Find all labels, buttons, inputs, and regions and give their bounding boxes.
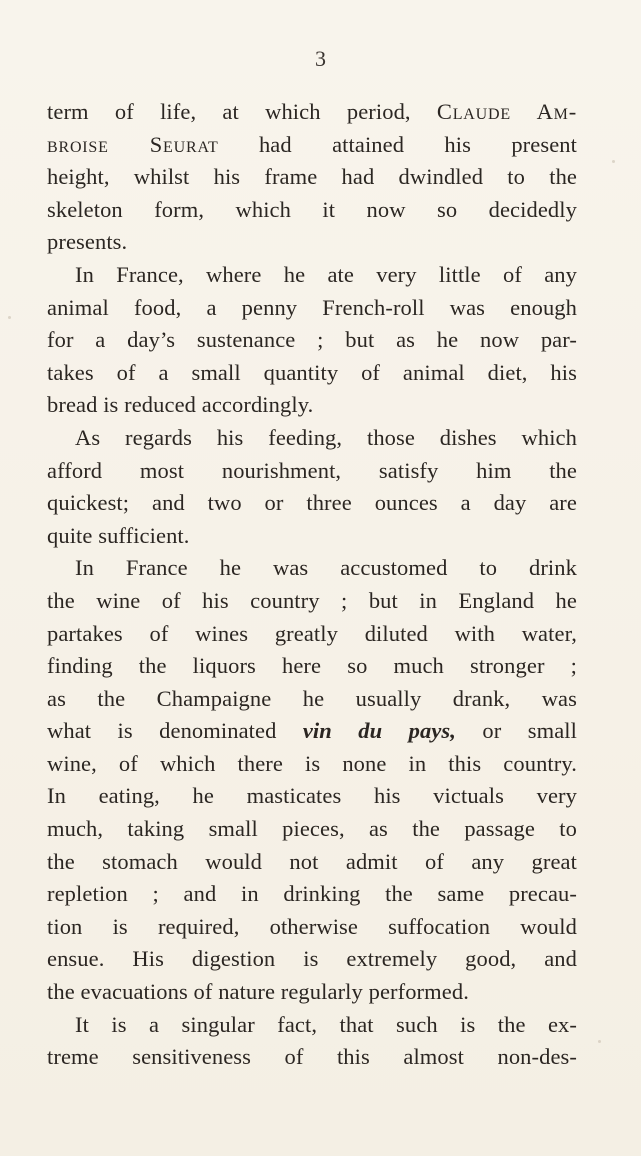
text-line: bread is reduced accordingly. [47,392,314,418]
text-span: Claude Am- [436,99,577,124]
paper-speck [8,316,11,319]
page-number: 3 [315,46,326,71]
text-span: broise Seurat [47,131,219,157]
text-line: the wine of his country ; but in England he [47,587,577,613]
text-line: treme sensitiveness of this almost non-des- [47,1044,577,1070]
text-line: as the Champaigne he usually drank, was [47,685,577,711]
text-line [47,96,577,129]
text-line: quite sufficient. [47,522,190,548]
text-line: the stomach would not admit of any great [47,848,577,874]
text-line: presents. [47,229,128,255]
text-line: partakes of wines greatly diluted with water, [47,620,577,646]
text-span: had attained his present [218,131,577,157]
text-line: height, whilst his frame had dwindled to the [47,164,577,190]
text-line [47,715,577,748]
text-line: In eating, he masticates his victuals very [47,783,577,809]
text-line: finding the liquors here so much stronger ; [47,653,577,679]
text-line: In France, where he ate very little of any [75,261,577,287]
text-line [47,129,577,162]
paper-speck [612,160,615,163]
text-line: tion is required, otherwise suffocation would [47,913,577,939]
body-text [47,96,577,1074]
text-line: afford most nourishment, satisfy him the [47,457,577,483]
text-span: or small [456,718,577,744]
text-line: repletion ; and in drinking the same precau- [47,881,577,907]
text-line: As regards his feeding, those dishes which [75,424,577,450]
text-line: quickest; and two or three ounces a day are [47,490,577,516]
text-span: what is denominated [47,718,303,744]
text-line: for a day’s sustenance ; but as he now par- [47,327,577,353]
text-line: ensue. His digestion is extremely good, and [47,946,577,972]
text-span: vin du pays, [302,718,457,744]
text-line: It is a singular fact, that such is the ex- [75,1011,577,1037]
text-line: skeleton form, which it now so decidedly [47,196,577,222]
text-span: term of life, at which period, [47,99,437,124]
text-line: wine, of which there is none in this country. [47,750,577,776]
text-line: the evacuations of nature regularly performed. [47,979,469,1005]
paper-speck [598,1040,601,1043]
text-line: animal food, a penny French-roll was enough [47,294,577,320]
text-line: takes of a small quantity of animal diet, his [47,359,577,385]
text-line: much, taking small pieces, as the passage to [47,816,577,842]
text-line: In France he was accustomed to drink [75,555,577,581]
